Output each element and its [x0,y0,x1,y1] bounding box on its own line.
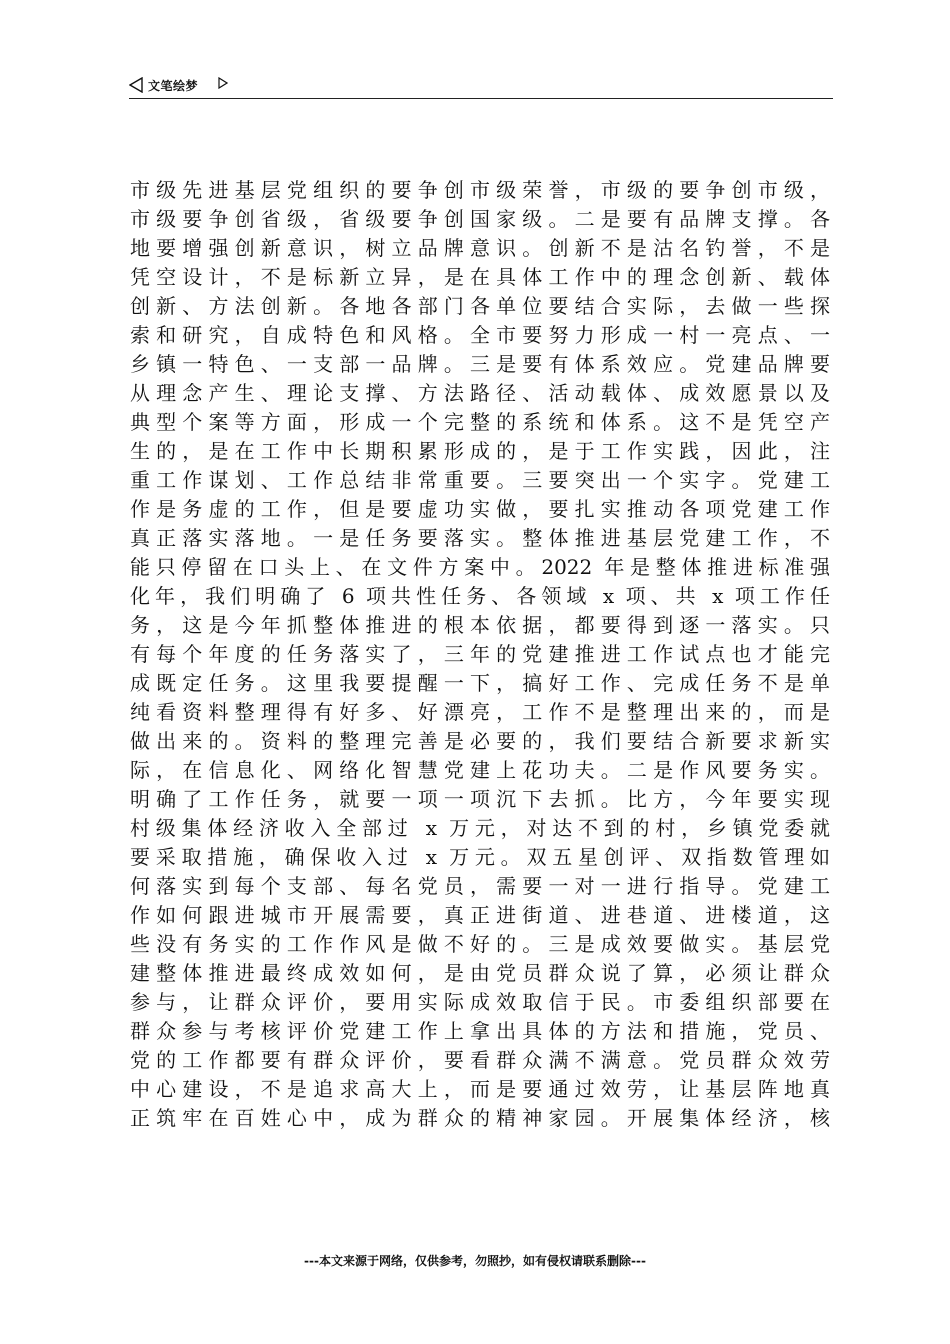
text-line: 明确了工作任务，就要一项一项沉下去抓。比方，今年要实现 [130,787,830,811]
footer-disclaimer: ---本文来源于网络，仅供参考，勿照抄，如有侵权请联系删除--- [304,1254,646,1268]
text-line: 地要增强创新意识，树立品牌意识。创新不是沽名钓誉，不是 [130,236,830,260]
text-line: 作是务虚的工作，但是要虚功实做，要扎实推动各项党建工作 [130,497,830,521]
text-line: 村级集体经济收入全部过 x 万元，对达不到的村，乡镇党委就 [130,816,830,840]
text-line: 务，这是今年抓整体推进的根本依据，都要得到逐一落实。只 [130,613,830,637]
text-line: 参与，让群众评价，要用实际成效取信于民。市委组织部要在 [130,990,830,1014]
text-line: 做出来的。资料的整理完善是必要的，我们要结合新要求新实 [130,729,830,753]
text-line: 从理念产生、理论支撑、方法路径、活动载体、成效愿景以及 [130,381,830,405]
page-header [129,74,833,99]
text-line: 索和研究，自成特色和风格。全市要努力形成一村一亮点、一 [130,323,830,347]
text-line: 典型个案等方面，形成一个完整的系统和体系。这不是凭空产 [130,410,830,434]
text-line: 纯看资料整理得有好多、好漂亮，工作不是整理出来的，而是 [130,700,830,724]
text-line: 市级要争创省级，省级要争创国家级。二是要有品牌支撑。各 [130,207,830,231]
text-line: 要采取措施，确保收入过 x 万元。双五星创评、双指数管理如 [130,845,830,869]
text-line: 能只停留在口头上、在文件方案中。2022 年是整体推进标准强 [130,555,830,579]
text-line: 成既定任务。这里我要提醒一下，搞好工作、完成任务不是单 [130,671,830,695]
text-line: 乡镇一特色、一支部一品牌。三是要有体系效应。党建品牌要 [130,352,830,376]
text-line: 建整体推进最终成效如何，是由党员群众说了算，必须让群众 [130,961,830,985]
text-line: 凭空设计，不是标新立异，是在具体工作中的理念创新、载体 [130,265,830,289]
text-line: 生的，是在工作中长期积累形成的，是于工作实践，因此，注 [130,439,830,463]
text-line: 群众参与考核评价党建工作上拿出具体的方法和措施，党员、 [130,1019,830,1043]
text-line: 何落实到每个支部、每名党员，需要一对一进行指导。党建工 [130,874,830,898]
text-line: 有每个年度的任务落实了，三年的党建推进工作试点也才能完 [130,642,830,666]
text-line: 重工作谋划、工作总结非常重要。三要突出一个实字。党建工 [130,468,830,492]
text-line: 化年，我们明确了 6 项共性任务、各领域 x 项、共 x 项工作任 [130,584,830,608]
text-line: 作如何跟进城市开展需要，真正进街道、进巷道、进楼道，这 [130,903,830,927]
text-line: 党的工作都要有群众评价，要看群众满不满意。党员群众效劳 [130,1048,830,1072]
text-line: 际，在信息化、网络化智慧党建上花功夫。二是作风要务实。 [130,758,830,782]
header-title: 文笔绘梦 [148,79,199,93]
text-line: 些没有务实的工作作风是做不好的。三是成效要做实。基层党 [130,932,830,956]
right-triangle-icon [218,77,228,89]
document-body [130,176,830,1133]
text-line: 创新、方法创新。各地各部门各单位要结合实际，去做一些探 [130,294,830,318]
text-line: 中心建设，不是追求高大上，而是要通过效劳，让基层阵地真 [130,1077,830,1101]
text-line: 真正落实落地。一是任务要落实。整体推进基层党建工作，不 [130,526,830,550]
left-triangle-icon [129,77,143,93]
text-line: 市级先进基层党组织的要争创市级荣誉，市级的要争创市级， [130,178,830,202]
text-line: 正筑牢在百姓心中，成为群众的精神家园。开展集体经济，核 [130,1106,830,1130]
